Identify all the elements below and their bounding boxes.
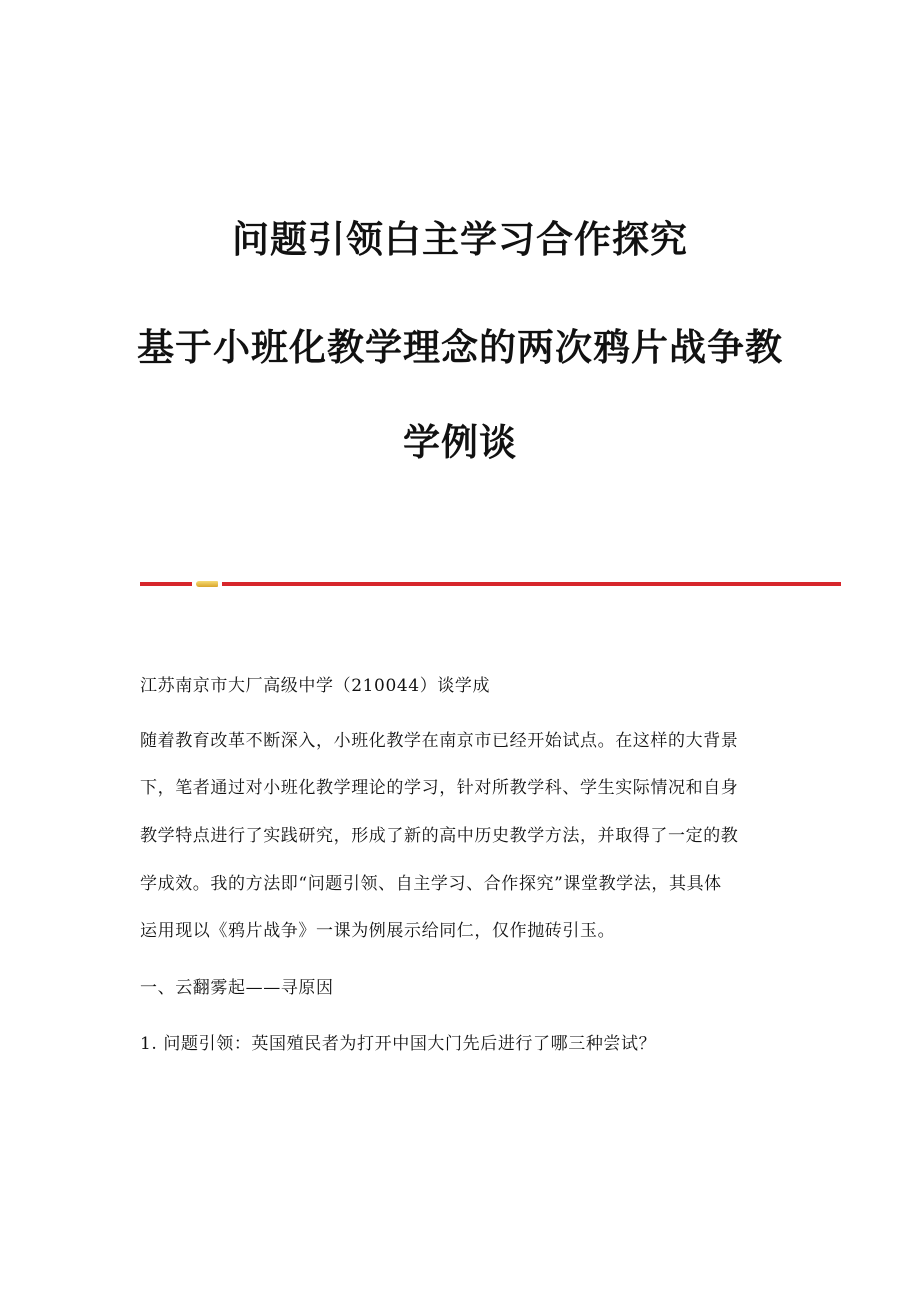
question-item: 1. 问题引领：英国殖民者为打开中国大门先后进行了哪三种尝试？ xyxy=(140,1034,657,1054)
document-title-line-3: 学例谈 xyxy=(403,420,517,464)
intro-paragraph-line-3: 教学特点进行了实践研究，形成了新的高中历史教学方法，并取得了一定的教 xyxy=(140,826,739,846)
document-title-line-2: 基于小班化教学理念的两次鸦片战争教 xyxy=(137,325,783,369)
intro-paragraph-line-4: 学成效。我的方法即“问题引领、自主学习、合作探究”课堂教学法，其具体 xyxy=(140,874,722,894)
author-affiliation: 江苏南京市大厂高级中学（210044）谈学成 xyxy=(140,676,491,696)
divider-bar-right xyxy=(222,582,841,586)
title-divider xyxy=(140,581,841,587)
divider-bar-left xyxy=(140,582,192,586)
intro-paragraph-line-5: 运用现以《鸦片战争》一课为例展示给同仁，仅作抛砖引玉。 xyxy=(140,921,616,941)
intro-paragraph-line-2: 下，笔者通过对小班化教学理论的学习，针对所教学科、学生实际情况和自身 xyxy=(140,778,739,798)
document-title-line-1: 问题引领白主学习合作探究 xyxy=(232,217,688,261)
intro-paragraph-line-1: 随着教育改革不断深入，小班化教学在南京市已经开始试点。在这样的大背景 xyxy=(140,731,739,751)
section-heading: 一、云翻雾起——寻原因 xyxy=(140,978,334,998)
pencil-icon xyxy=(196,581,218,587)
